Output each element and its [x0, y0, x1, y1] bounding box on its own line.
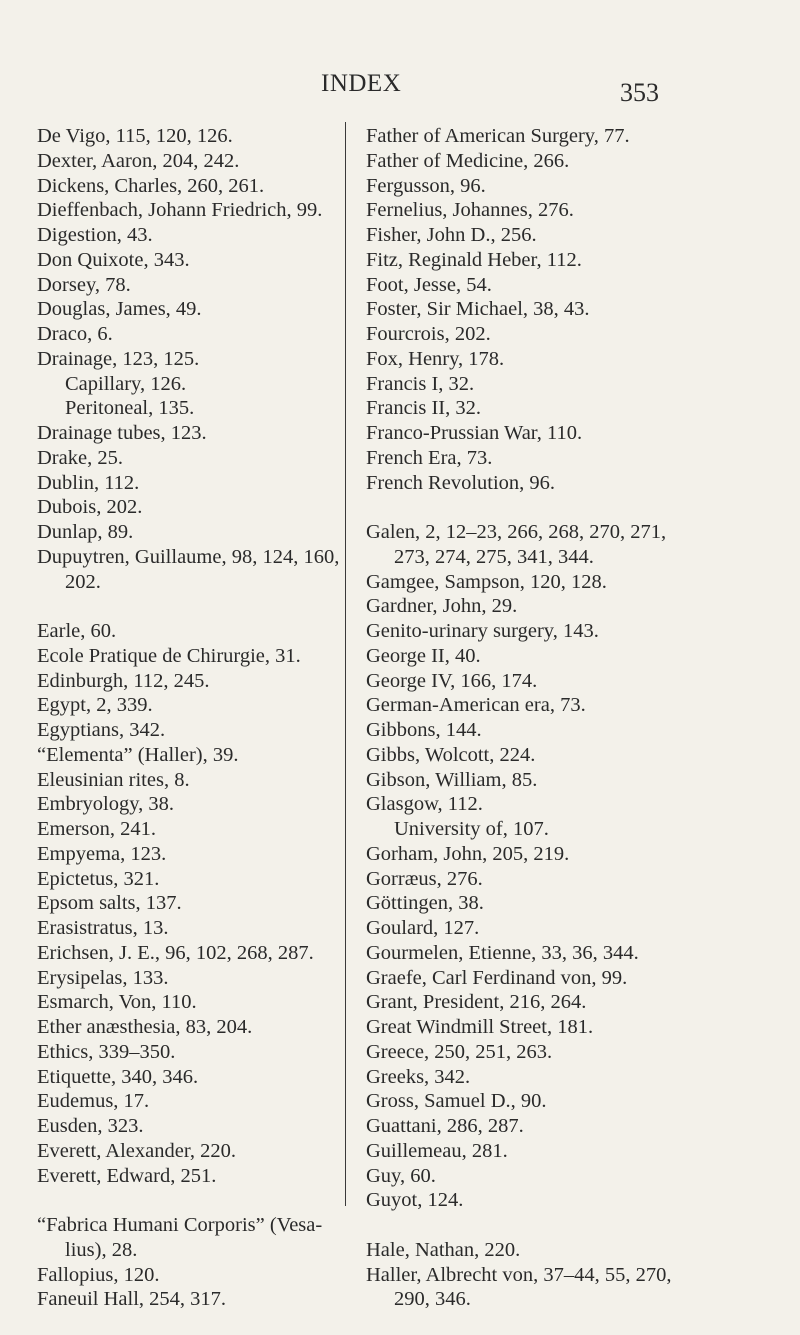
page-title: INDEX — [321, 70, 402, 97]
index-entry: Greeks, 342. — [366, 1065, 471, 1088]
index-entry: Great Windmill Street, 181. — [366, 1016, 594, 1038]
letter-gap — [366, 495, 696, 520]
index-entry: Hale, Nathan, 220. — [366, 1238, 521, 1261]
page-number: 353 — [620, 78, 659, 107]
index-entry: German-American era, 73. — [366, 694, 586, 717]
index-entry: Earle, 60. — [37, 620, 117, 642]
index-entry: Foster, Sir Michael, 38, 43. — [366, 298, 590, 321]
index-entry: Greece, 250, 251, 263. — [366, 1040, 553, 1063]
index-entry: French Revolution, 96. — [366, 471, 556, 494]
index-entry: Digestion, 43. — [37, 224, 153, 246]
index-entry-continuation: 202. — [65, 570, 101, 593]
index-column-left — [37, 124, 342, 1312]
index-entry: George IV, 166, 174. — [366, 669, 538, 692]
index-entry: Goulard, 127. — [366, 917, 480, 939]
index-entry: Francis II, 32. — [366, 397, 482, 420]
index-entry: Galen, 2, 12–23, 266, 268, 270, 271, — [366, 521, 667, 543]
index-entry: George II, 40. — [366, 644, 481, 667]
index-entry: Erasistratus, 13. — [37, 917, 169, 939]
index-entry: Glasgow, 112. — [366, 793, 483, 816]
index-entry-continuation: 290, 346. — [394, 1288, 471, 1311]
index-entry: Faneuil Hall, 254, 317. — [37, 1288, 227, 1311]
column-divider — [345, 122, 346, 1206]
index-entry: Fernelius, Johannes, 276. — [366, 199, 574, 222]
index-entry: Everett, Edward, 251. — [37, 1164, 217, 1187]
index-entry: Francis I, 32. — [366, 372, 475, 395]
index-entry: Graefe, Carl Ferdinand von, 99. — [366, 966, 628, 989]
index-entry: Edinburgh, 112, 245. — [37, 669, 210, 692]
index-entry: Esmarch, Von, 110. — [37, 991, 197, 1014]
index-entry: Fox, Henry, 178. — [366, 347, 505, 370]
index-entry-continuation: 273, 274, 275, 341, 344. — [394, 545, 594, 568]
index-entry: Ethics, 339–350. — [37, 1040, 176, 1063]
index-entry: Guy, 60. — [366, 1164, 436, 1187]
index-entry: Ecole Pratique de Chirurgie, 31. — [37, 644, 301, 667]
index-entry: Ether anæsthesia, 83, 204. — [37, 1016, 253, 1038]
index-entry: French Era, 73. — [366, 446, 493, 469]
index-entry: Empyema, 123. — [37, 842, 167, 865]
index-entry: Dieffenbach, Johann Friedrich, 99. — [37, 199, 323, 222]
index-entry: Don Quixote, 343. — [37, 248, 190, 271]
page-header — [0, 66, 800, 110]
index-entry: Dexter, Aaron, 204, 242. — [37, 149, 240, 172]
index-entry: Gourmelen, Etienne, 33, 36, 344. — [366, 941, 639, 964]
index-entry: Gamgee, Sampson, 120, 128. — [366, 570, 607, 593]
index-entry: Gorham, John, 205, 219. — [366, 842, 570, 865]
letter-gap — [37, 594, 342, 619]
index-entry: Dublin, 112. — [37, 471, 140, 494]
index-entry: Emerson, 241. — [37, 818, 156, 840]
index-entry: Gibbs, Wolcott, 224. — [366, 743, 536, 766]
index-entry: Father of Medicine, 266. — [366, 149, 570, 172]
index-entry: Gibbons, 144. — [366, 719, 482, 741]
index-entry: Haller, Albrecht von, 37–44, 55, 270, — [366, 1263, 672, 1286]
index-entry: Gross, Samuel D., 90. — [366, 1090, 547, 1113]
index-entry: Dunlap, 89. — [37, 521, 134, 543]
index-entry: Drake, 25. — [37, 446, 123, 469]
index-entry: Guillemeau, 281. — [366, 1139, 508, 1162]
index-entry: Egypt, 2, 339. — [37, 694, 153, 717]
index-entry: Eusden, 323. — [37, 1115, 144, 1137]
index-entry: Father of American Surgery, 77. — [366, 125, 630, 147]
index-entry: Dickens, Charles, 260, 261. — [37, 174, 265, 197]
index-entry: Drainage tubes, 123. — [37, 422, 207, 444]
letter-gap — [366, 1213, 696, 1238]
index-entry: Gorræus, 276. — [366, 867, 483, 890]
index-entry: Gardner, John, 29. — [366, 595, 518, 618]
index-entry: Eudemus, 17. — [37, 1090, 150, 1113]
index-entry: Foot, Jesse, 54. — [366, 273, 492, 296]
index-entry: Epictetus, 321. — [37, 867, 160, 890]
index-entry: Egyptians, 342. — [37, 719, 166, 741]
index-entry: Fallopius, 120. — [37, 1263, 160, 1286]
index-entry: Dubois, 202. — [37, 496, 143, 519]
index-entry-continuation: lius), 28. — [65, 1238, 138, 1261]
index-entry: Franco-Prussian War, 110. — [366, 422, 583, 444]
index-entry: Erysipelas, 133. — [37, 966, 169, 989]
index-entry: Fisher, John D., 256. — [366, 224, 537, 246]
index-entry: Dupuytren, Guillaume, 98, 124, 160, — [37, 545, 340, 568]
index-entry: Embryology, 38. — [37, 793, 175, 816]
index-entry: Draco, 6. — [37, 323, 113, 345]
index-entry: “Fabrica Humani Corporis” (Vesa- — [37, 1214, 323, 1236]
index-entry: Erichsen, J. E., 96, 102, 268, 287. — [37, 941, 314, 964]
index-entry: Everett, Alexander, 220. — [37, 1139, 236, 1162]
index-entry: Drainage, 123, 125. — [37, 347, 200, 370]
index-subentry: University of, 107. — [394, 818, 549, 840]
index-column-right — [366, 124, 696, 1312]
index-entry: Etiquette, 340, 346. — [37, 1065, 199, 1088]
index-entry: Epsom salts, 137. — [37, 892, 182, 915]
index-entry: Douglas, James, 49. — [37, 298, 202, 321]
index-entry: Genito-urinary surgery, 143. — [366, 620, 599, 642]
index-entry: De Vigo, 115, 120, 126. — [37, 125, 233, 147]
index-entry: Dorsey, 78. — [37, 273, 131, 296]
index-entry: “Elementa” (Haller), 39. — [37, 743, 239, 766]
index-entry: Fergusson, 96. — [366, 174, 486, 197]
letter-gap — [37, 1188, 342, 1213]
index-entry: Guattani, 286, 287. — [366, 1115, 524, 1137]
index-subentry: Capillary, 126. — [65, 372, 187, 395]
index-entry: Grant, President, 216, 264. — [366, 991, 587, 1014]
index-entry: Fitz, Reginald Heber, 112. — [366, 248, 582, 271]
index-entry: Eleusinian rites, 8. — [37, 768, 190, 791]
index-entry: Guyot, 124. — [366, 1189, 464, 1212]
index-entry: Fourcrois, 202. — [366, 323, 491, 345]
index-entry: Göttingen, 38. — [366, 892, 484, 915]
index-subentry: Peritoneal, 135. — [65, 397, 195, 420]
index-entry: Gibson, William, 85. — [366, 768, 538, 791]
